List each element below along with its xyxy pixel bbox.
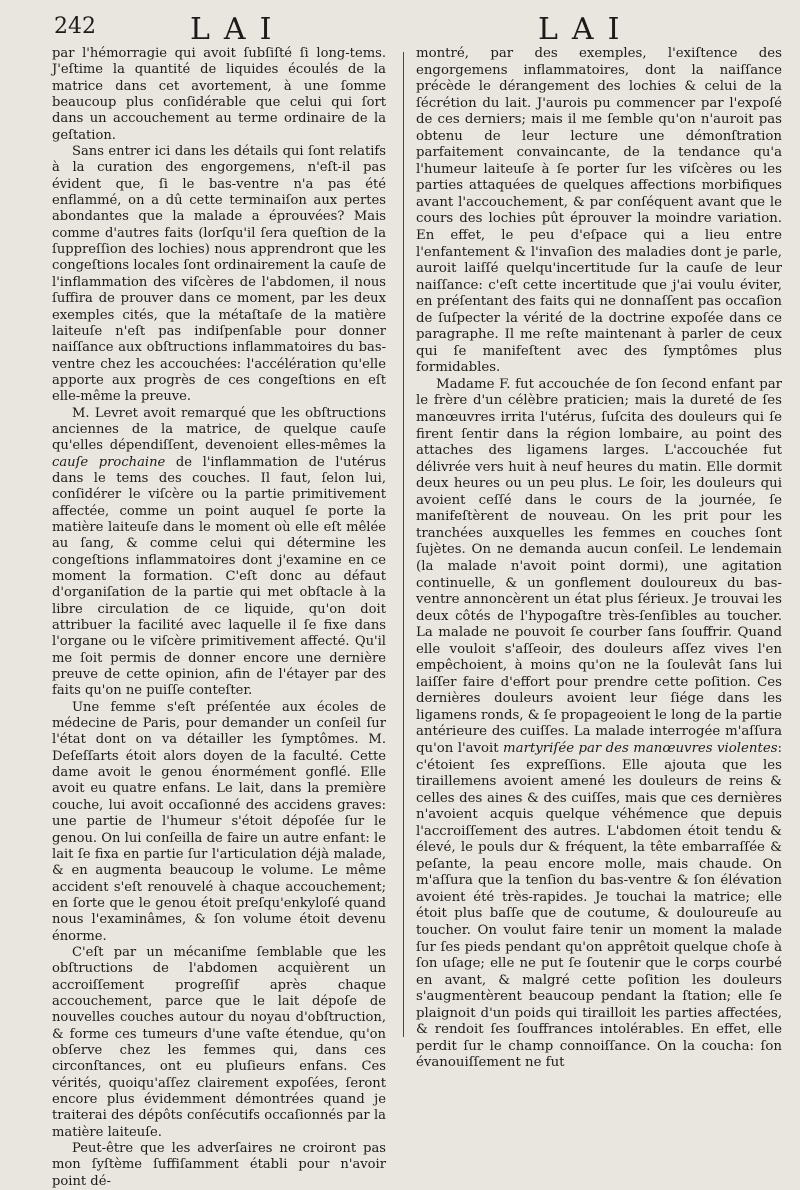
- paragraph: Une femme s'eſt préſentée aux écoles de médecine de Paris, pour demander un conſeil ſur l'état dont on va détailler les ſymptômes. M. Deſeſſarts étoit alors doyen de la faculté. Cette dame avoit le genou énormément gonflé. Elle avoit eu quatre enfans. Le lait, dans la première couche, lui avoit occaſionné des accidens graves: une partie de l'humeur s'étoit dépoſée ſur le genou. On lui conſeilla de faire un autre enfant: le lait ſe fixa en partie ſur l'articulation déjà malade, & en augmenta beaucoup le volume. Le même accident s'eſt renouvelé à chaque accouchement; en ſorte que le genou étoit preſqu'enkyloſé quand nous l'examinâmes, & ſon volume étoit devenu énorme.: [52, 699, 386, 944]
- text-run: : c'étoient ſes expreſſions. Elle ajouta que les tiraillemens avoient amené les douleurs de reins & celles des aines & des cuiſſes, mais que ces dernières n'avoient acquis quelque véhémence que depuis l'accroiſſement des autres. L'abdomen étoit tendu & élevé, le pouls dur & fréquent, la tête embarraſſée & peſante, la peau encore molle, mais chaude. On m'aſſura que la tenſion du bas-ventre & ſon élévation avoient été très-rapides. Je touchai la matrice; elle étoit plus baſſe que de coutume, & douloureuſe au toucher. On voulut faire tenir un moment la malade ſur ſes pieds pendant qu'on apprêtoit quelque choſe à ſon uſage; elle ne put ſe ſoutenir que le corps courbé en avant, & malgré cette poſition les douleurs s'augmentèrent beaucoup pendant la ſtation; elle ſe plaignoit d'un poids qui tirailloit les parties affectées, & rendoit ſes ſouffrances intolérables. En effet, elle perdit ſur le champ connoiſſance. On la coucha: ſon évanouiſſement ne fut: [416, 740, 782, 1071]
- left-column: [52, 46, 387, 1189]
- italic-term: cauſe prochaine: [52, 454, 166, 470]
- paragraph-continued: montré, par des exemples, l'exiſtence des engorgemens inflammatoires, dont la naiſſance précède le dérangement des lochies & celui de la ſécrétion du lait. J'aurois pu commencer par l'expoſé de ces derniers; mais il me ſemble qu'on n'auroit pas obtenu de leur lecture une démonſtration parfaitement convaincante, de la tendance qu'a l'humeur laiteuſe à ſe porter ſur les viſcères ou les parties attaquées de quelques affections morbifiques avant l'accouchement, & par conſéquent avant que le cours des lochies pût éprouver la moindre variation. En effet, le peu d'eſpace qui a lieu entre l'enfantement & l'invaſion des maladies dont je parle, auroit laiſſé quelqu'incertitude ſur la cauſe de leur naiſſance: c'eſt cette incertitude que j'ai voulu éviter, en préſentant des faits qui ne donnaſſent pas occaſion de ſuſpecter la vérité de la doctrine expoſée dans ce paragraphe. Il me reſte maintenant à parler de ceux qui ſe manifeſtent avec des ſymptômes plus formidables.: [416, 46, 782, 376]
- column-divider: [403, 52, 404, 1037]
- running-head-right: LAI: [538, 12, 634, 47]
- running-head-left: LAI: [190, 12, 286, 47]
- paragraph-levret: [52, 406, 386, 700]
- text-run: M. Levret avoit remarqué que les obſtructions anciennes de la matrice, de quelque cauſe qu'elles dépendiſſent, devenoient elles-mêmes la: [52, 405, 386, 454]
- paragraph: Sans entrer ici dans les détails qui ſont relatifs à la curation des engorgemens, n'eſt-il pas évident que, ſi le bas-ventre n'a pas été enflammé, on a dû cette terminaiſon aux pertes abondantes que la malade a éprouvées? Mais comme d'autres faits (lorſqu'il ſera queſtion de la ſuppreſſion des lochies) nous apprendront que les congeſtions locales ſont ordinairement la cauſe de l'inflammation des viſcères de l'abdomen, il nous ſuffira de prouver dans ce moment, par les deux exemples cités, que la métaſtaſe de la matière laiteuſe n'eſt pas indiſpenſable pour donner naiſſance aux obſtructions inflammatoires du bas-ventre chez les accouchées: l'accélération qu'elle apporte aux progrès de ces congeſtions en eſt elle-même la preuve.: [52, 144, 386, 405]
- paragraph-madame-f: [416, 377, 782, 1072]
- text-run: de l'inflammation de l'utérus dans le tems des couches. Il faut, ſelon lui, conſidérer le viſcère ou la partie primitivement affectée, comme un point auquel ſe porte la matière laiteuſe dans le moment où elle eſt mêlée au ſang, & comme celui qui détermine les congeſtions inflammatoires dont j'examine en ce moment la formation. C'eſt donc au défaut d'organiſation de la partie qui met obſtacle à la libre circulation de ce liquide, qu'on doit attribuer la facilité avec laquelle il ſe fixe dans l'organe ou le viſcère primitivement affecté. Qu'il me ſoit permis de donner encore une dernière preuve de cette opinion, afin de l'étayer par des faits qu'on ne puiſſe conteſter.: [52, 454, 387, 699]
- paragraph-continued: par l'hémorragie qui avoit ſubſiſté ſi long-tems. J'eſtime la quantité de liquides écoulés de la matrice dans cet avortement, à une ſomme beaucoup plus conſidérable que celui qui ſort dans un accouchement au terme ordinaire de la geſtation.: [52, 46, 386, 143]
- page-header: [0, 12, 800, 48]
- right-column: [416, 46, 782, 1071]
- paragraph: C'eſt par un mécaniſme ſemblable que les obſtructions de l'abdomen acquièrent un accroiſſement progreſſif après chaque accouchement, parce que le lait dépoſe de nouvelles couches autour du noyau d'obſtruction, & forme ces tumeurs d'une vaſte étendue, qu'on obſerve chez les femmes qui, dans ces circonſtances, ont eu pluſieurs enfans. Ces vérités, quoiqu'aſſez clairement expoſées, ſeront encore plus évidemment démontrées quand je traiterai des dépôts conſécutifs occaſionnés par la matière laiteuſe.: [52, 944, 386, 1140]
- italic-quote: martyriſée par des manœuvres violentes: [503, 740, 778, 756]
- text-run: Madame F. fut accouchée de ſon ſecond enfant par le frère d'un célèbre praticien; mais la dureté de ſes manœuvres irrita l'utérus, ſuſcita des douleurs qui ſe firent ſentir dans la région lombaire, au point des attaches des ligamens larges. L'accouchée fut délivrée vers huit à neuf heures du matin. Elle dormit deux heures ou un peu plus. Le ſoir, les douleurs qui avoient ceſſé dans le cours de la journée, ſe manifeſtèrent de nouveau. On les prit pour les tranchées auxquelles les femmes en couches ſont ſujètes. On ne demanda aucun conſeil. Le lendemain (la malade n'avoit point dormi), une agitation continuelle, & un gonflement douloureux du bas-ventre annoncèrent un état plus ſérieux. Je trouvai les deux côtés de l'hypogaſtre très-ſenſibles au toucher. La malade ne pouvoit ſe courber ſans ſouffrir. Quand elle vouloit s'aſſeoir, des douleurs aſſez vives l'en empêchoient, à moins qu'on ne la ſoulevât ſans lui laiſſer faire d'effort pour prendre cette poſition. Ces dernières douleurs avoient leur ſiége dans les ligamens ronds, & ſe propageoient le long de la partie antérieure des cuiſſes. La malade interrogée m'aſſura qu'on l'avoit: [416, 376, 782, 756]
- page-number: 242: [54, 14, 96, 39]
- paragraph: Peut-être que les adverſaires ne croiront pas mon ſyſtème ſuffiſamment établi pour n'avoir point dé-: [52, 1141, 386, 1189]
